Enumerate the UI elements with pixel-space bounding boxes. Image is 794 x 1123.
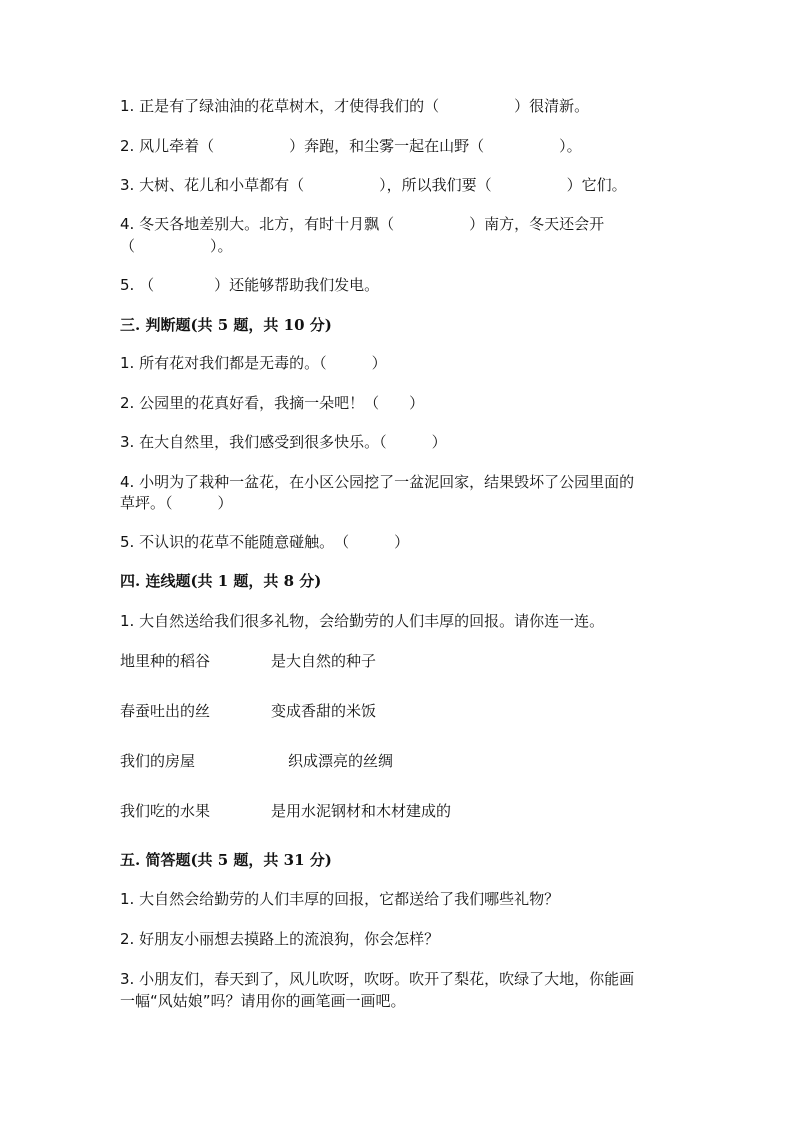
fill-question-3: 3. 大树、花儿和小草都有（ ），所以我们要（ ）它们。 (120, 176, 627, 194)
match-right-4[interactable]: 是用水泥钢材和木材建成的 (271, 802, 452, 820)
matching-question: 1. 大自然送给我们很多礼物，会给勤劳的人们丰厚的回报。请你连一连。 (120, 612, 605, 630)
section-heading-judgement: 三. 判断题(共 5 题，共 10 分) (120, 316, 332, 334)
judge-question-2: 2. 公园里的花真好看，我摘一朵吧！（ ） (120, 394, 425, 412)
match-right-1[interactable]: 是大自然的种子 (271, 652, 377, 670)
judge-question-4-cont: 草坪。（ ） (120, 494, 233, 512)
short-question-3-cont: 一幅“风姑娘”吗？请用你的画笔画一画吧。 (120, 992, 406, 1010)
fill-question-4: 4. 冬天各地差别大。北方，有时十月飘（ ）南方，冬天还会开 (120, 215, 605, 233)
judge-question-5: 5. 不认识的花草不能随意碰触。 （ ） (120, 533, 410, 551)
match-left-2[interactable]: 春蚕吐出的丝 (120, 702, 211, 720)
short-question-2: 2. 好朋友小丽想去摸路上的流浪狗，你会怎样？ (120, 930, 440, 948)
judge-question-3: 3. 在大自然里，我们感受到很多快乐。（ ） (120, 433, 447, 451)
judge-question-1: 1. 所有花对我们都是无毒的。（ ） (120, 354, 387, 372)
match-left-4[interactable]: 我们吃的水果 (120, 802, 211, 820)
match-left-3[interactable]: 我们的房屋 (120, 752, 196, 770)
fill-question-4-cont: （ ）。 (120, 237, 233, 255)
section-heading-matching: 四. 连线题(共 1 题，共 8 分) (120, 572, 322, 590)
match-right-2[interactable]: 变成香甜的米饭 (271, 702, 377, 720)
fill-question-5: 5. （ ）还能够帮助我们发电。 (120, 276, 380, 294)
fill-question-2: 2. 风儿牵着（ ）奔跑，和尘雾一起在山野（ ）。 (120, 137, 582, 155)
fill-question-1: 1. 正是有了绿油油的花草树木，才使得我们的（ ）很清新。 (120, 97, 590, 115)
judge-question-4: 4. 小明为了栽种一盆花，在小区公园挖了一盆泥回家，结果毁坏了公园里面的 (120, 473, 635, 491)
short-question-1: 1. 大自然会给勤劳的人们丰厚的回报，它都送给了我们哪些礼物？ (120, 890, 560, 908)
section-heading-short-answer: 五. 简答题(共 5 题，共 31 分) (120, 851, 332, 869)
match-left-1[interactable]: 地里种的稻谷 (120, 652, 211, 670)
short-question-3: 3. 小朋友们，春天到了，风儿吹呀，吹呀。吹开了梨花，吹绿了大地，你能画 (120, 970, 635, 988)
match-right-3[interactable]: 织成漂亮的丝绸 (288, 752, 394, 770)
